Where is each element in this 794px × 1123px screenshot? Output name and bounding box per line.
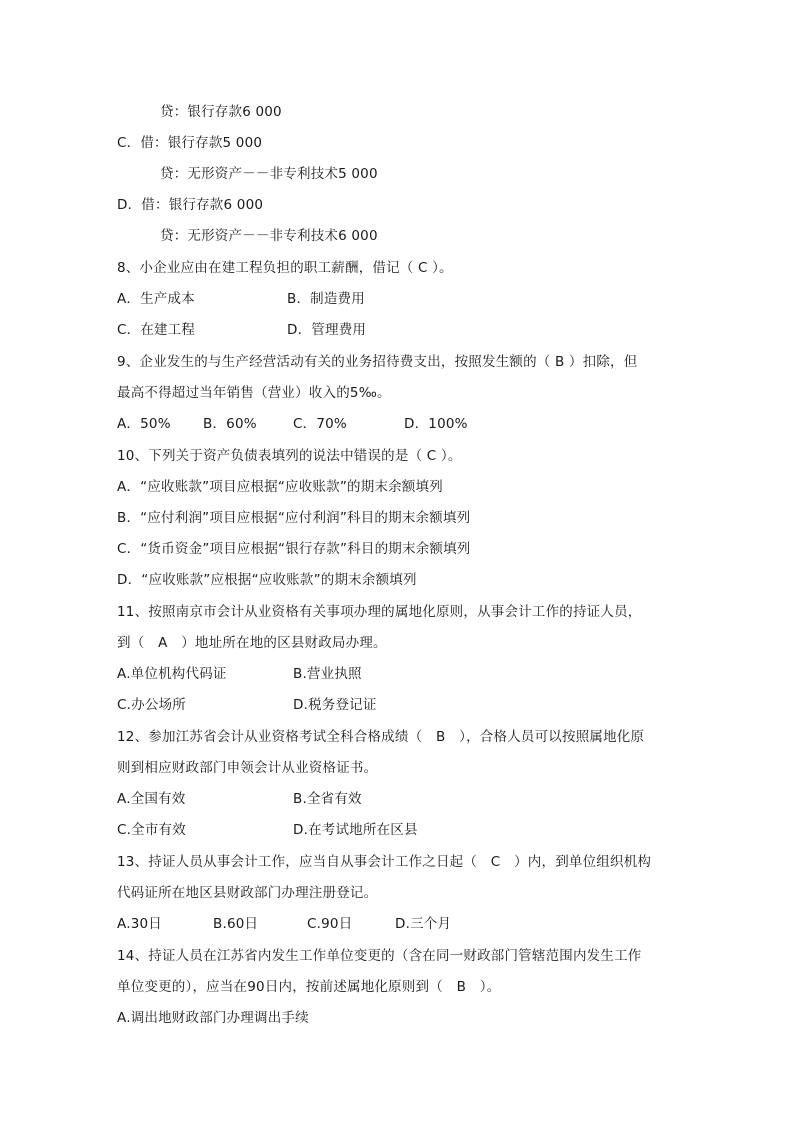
q10-option-a: A．“应收账款”项目应根据“应收账款”的期末余额填列 xyxy=(117,479,443,495)
q12-option-d: D.在考试地所在区县 xyxy=(293,822,418,838)
q9-option-c: C．70% xyxy=(293,416,347,432)
q9-option-a: A．50% xyxy=(117,416,171,432)
q8-option-d: D．管理费用 xyxy=(287,322,367,338)
q14-stem-line2: 单位变更的），应当在90日内，按前述属地化原则到（ B ）。 xyxy=(117,979,501,995)
q9-stem-line2: 最高不得超过当年销售（营业）收入的5‰。 xyxy=(117,385,391,401)
q13-option-c: C.90日 xyxy=(307,916,353,932)
q11-option-d: D.税务登记证 xyxy=(293,697,377,713)
q12-option-b: B.全省有效 xyxy=(293,791,362,807)
q12-option-c: C.全市有效 xyxy=(117,822,186,838)
q11-stem-line1: 11、按照南京市会计从业资格有关事项办理的属地化原则，从事会计工作的持证人员， xyxy=(117,604,642,620)
q7-option-c-debit: C．借：银行存款5 000 xyxy=(117,135,263,151)
q9-option-d: D．100% xyxy=(404,416,468,432)
q12-stem-line1: 12、参加江苏省会计从业资格考试全科合格成绩（ B ），合格人员可以按照属地化原 xyxy=(117,729,645,745)
q8-option-c: C．在建工程 xyxy=(117,322,196,338)
q13-option-b: B.60日 xyxy=(213,916,259,932)
q13-option-a: A.30日 xyxy=(117,916,162,932)
q10-option-b: B．“应付利润”项目应根据“应付利润”科目的期末余额填列 xyxy=(117,510,471,526)
q14-stem-line1: 14、持证人员在江苏省内发生工作单位变更的（含在同一财政部门管辖范围内发生工作 xyxy=(117,948,642,964)
q11-option-b: B.营业执照 xyxy=(293,666,362,682)
q7-option-d-credit: 贷：无形资产－－非专利技术6 000 xyxy=(160,228,378,244)
q10-stem: 10、下列关于资产负债表填列的说法中错误的是（ C ）。 xyxy=(117,448,462,464)
q13-stem-line1: 13、持证人员从事会计工作，应当自从事会计工作之日起（ C ）内，到单位组织机构 xyxy=(117,854,652,870)
q11-option-c: C.办公场所 xyxy=(117,697,186,713)
q13-option-d: D.三个月 xyxy=(395,916,452,932)
q9-option-b: B．60% xyxy=(203,416,257,432)
q8-stem: 8、小企业应由在建工程负担的职工薪酬，借记（ C ）。 xyxy=(117,260,453,276)
q8-option-b: B．制造费用 xyxy=(287,291,365,307)
q7-option-c-credit: 贷：无形资产－－非专利技术5 000 xyxy=(160,166,378,182)
q10-option-d: D．“应收账款”应根据“应收账款”的期末余额填列 xyxy=(117,572,417,588)
q12-stem-line2: 则到相应财政部门申领会计从业资格证书。 xyxy=(117,760,378,776)
q8-option-a: A．生产成本 xyxy=(117,291,195,307)
q12-option-a: A.全国有效 xyxy=(117,791,186,807)
q7-option-d-debit: D．借：银行存款6 000 xyxy=(117,197,264,213)
q10-option-c: C．“货币资金”项目应根据“银行存款”科目的期末余额填列 xyxy=(117,541,471,557)
q7-option-b-credit: 贷：银行存款6 000 xyxy=(160,104,282,120)
q14-option-a: A.调出地财政部门办理调出手续 xyxy=(117,1010,309,1026)
q11-stem-line2: 到（ A ）地址所在地的区县财政局办理。 xyxy=(117,635,387,651)
q9-stem-line1: 9、企业发生的与生产经营活动有关的业务招待费支出，按照发生额的（ B ）扣除，但 xyxy=(117,354,638,370)
q11-option-a: A.单位机构代码证 xyxy=(117,666,227,682)
q13-stem-line2: 代码证所在地区县财政部门办理注册登记。 xyxy=(117,885,378,901)
